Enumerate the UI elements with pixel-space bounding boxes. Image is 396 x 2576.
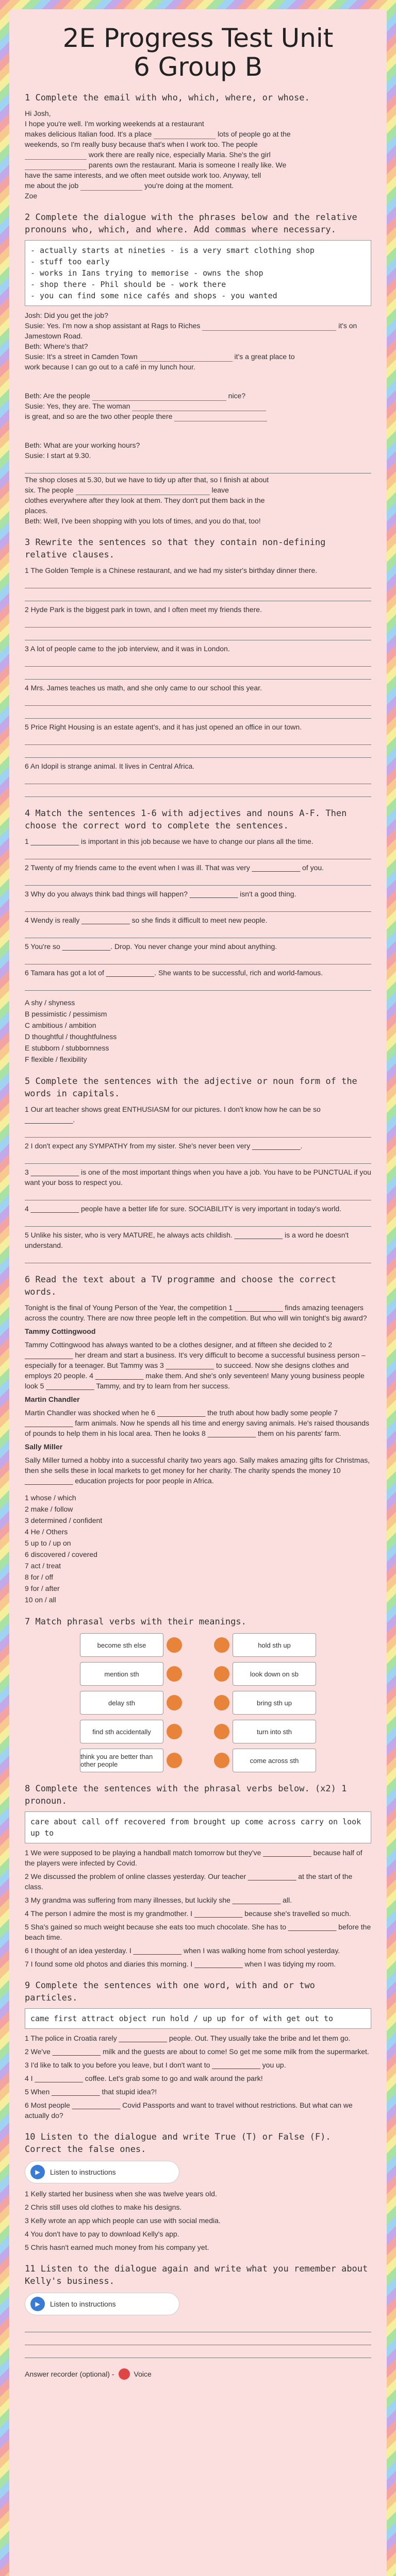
match-left[interactable]: become sth else <box>80 1633 163 1657</box>
answer-line[interactable] <box>25 629 371 640</box>
match-left[interactable]: mention sth <box>80 1662 163 1686</box>
answer-line[interactable] <box>25 2333 371 2345</box>
match-right[interactable]: look down on sb <box>233 1662 316 1686</box>
exercise-item: 3 ____________ is one of the most important things when you have a job. You have to be PUNCTUAL if you want your boss to respect you. <box>25 1168 371 1187</box>
section-6 <box>25 1274 371 1605</box>
email-line: work there are really nice, especially Maria. She's the girl <box>88 150 271 159</box>
section-2-instruction: 2 Complete the dialogue with the phrases below and the relative pronouns who, which, and where. Add commas where necessary. <box>25 212 357 235</box>
section-3 <box>25 536 371 797</box>
match-dot[interactable] <box>167 1724 182 1739</box>
exercise-item: 7 I found some old photos and diaries this morning. I ____________ when I was tidying my room. <box>25 1960 336 1968</box>
answer-line[interactable] <box>25 589 371 601</box>
word-option: C ambitious / ambition <box>25 1021 96 1029</box>
dialogue-line: clothes everywhere after they look at them. They don't put them back in the <box>25 496 265 504</box>
answer-gap[interactable] <box>92 392 226 401</box>
answer-line[interactable] <box>25 733 371 745</box>
answer-line[interactable] <box>25 707 371 719</box>
phrase: - stuff too early <box>30 257 110 266</box>
option-item[interactable]: 7 act / treat <box>25 1562 61 1570</box>
match-right[interactable]: bring sth up <box>233 1691 316 1715</box>
answer-line[interactable] <box>25 462 371 473</box>
match-right[interactable]: turn into sth <box>233 1720 316 1743</box>
recorder-voice-label: Voice <box>134 2370 152 2378</box>
exercise-item: 2 We discussed the problem of online classes yesterday. Our teacher ____________ at the start of the class. <box>25 1872 353 1891</box>
answer-line[interactable] <box>25 616 371 628</box>
email-line: Zoe <box>25 192 38 200</box>
exercise-item: 5 Price Right Housing is an estate agent's, and it has just opened an office in our town. <box>25 723 302 731</box>
dialogue-line: Beth: Well, I've been shopping with you lots of times, and you do that, too! <box>25 517 261 525</box>
answer-line[interactable] <box>25 1126 371 1138</box>
email-line: you're doing at the moment. <box>144 181 234 190</box>
answer-line[interactable] <box>25 655 371 667</box>
section-8 <box>25 1783 371 1969</box>
exercise-item: 4 Wendy is really ____________ so she finds it difficult to meet new people. <box>25 916 268 924</box>
word-box: care about call off recovered from brought up come across carry on look up to <box>25 1811 371 1843</box>
answer-gap[interactable] <box>202 322 336 331</box>
text-heading: Tammy Cottingwood <box>25 1327 96 1335</box>
dialogue-line: work because I can go out to a café in my lunch hour. <box>25 363 195 371</box>
option-item[interactable]: 6 discovered / covered <box>25 1550 97 1558</box>
exercise-item: 2 We've ____________ milk and the guests are about to come! So get me some milk from the supermarket. <box>25 2047 369 2056</box>
dialogue-line: Susie: Yes. I'm now a shop assistant at Rags to Riches <box>25 321 201 330</box>
dialogue-line: The shop closes at 5.30, but we have to tidy up after that, so I finish at about <box>25 476 269 484</box>
play-icon[interactable]: ▶ <box>30 2165 45 2179</box>
exercise-item: 3 A lot of people came to the job interview, and it was in London. <box>25 645 230 653</box>
answer-gap[interactable] <box>25 161 87 170</box>
section-5 <box>25 1075 371 1263</box>
dialogue-line: Susie: I start at 9.30. <box>25 451 91 460</box>
exercise-item: 2 Twenty of my friends came to the event when I was ill. That was very ____________ of you. <box>25 863 324 872</box>
word-list <box>25 997 371 1065</box>
email-line: me about the job <box>25 181 79 190</box>
option-item[interactable]: 3 determined / confident <box>25 1516 103 1524</box>
phrase-box <box>25 240 371 306</box>
exercise-item: 6 An Idopil is strange animal. It lives in Central Africa. <box>25 762 195 770</box>
word-option: F flexible / flexibility <box>25 1055 87 1063</box>
answer-gap[interactable] <box>80 182 142 191</box>
section-9 <box>25 1979 371 2121</box>
match-dot[interactable] <box>214 1695 229 1710</box>
section-9-instruction: 9 Complete the sentences with one word, with and or two particles. <box>25 1980 315 2003</box>
dialogue-line: Beth: Where's that? <box>25 342 88 350</box>
answer-line[interactable] <box>25 1215 371 1227</box>
word-option: B pessimistic / pessimism <box>25 1010 107 1018</box>
match-right[interactable]: come across sth <box>233 1749 316 1772</box>
section-11 <box>25 2263 371 2380</box>
answer-gap[interactable] <box>76 486 210 495</box>
match-row <box>25 1662 371 1686</box>
dialogue-line: Josh: Did you get the job? <box>25 311 108 319</box>
exercise-item: 1 The police in Croatia rarely ____________ people. Out. They usually take the bribe and let them go. <box>25 2034 351 2042</box>
dialogue-line: leave <box>211 486 229 494</box>
exercise-item: 6 I thought of an idea yesterday. I ____________ when I was walking home from school yesterday. <box>25 1946 340 1955</box>
section-8-instruction: 8 Complete the sentences with the phrasal verbs below. (x2) 1 pronoun. <box>25 1784 347 1806</box>
audio-player[interactable] <box>25 2161 179 2183</box>
exercise-item: 4 I ____________ coffee. Let's grab some to go and walk around the park! <box>25 2074 263 2082</box>
answer-line[interactable] <box>25 2320 371 2332</box>
audio-label: Listen to instructions <box>50 2300 116 2308</box>
exercise-item: 3 Why do you always think bad things will happen? ____________ isn't a good thing. <box>25 890 296 898</box>
worksheet <box>9 9 387 2576</box>
section-6-instruction: 6 Read the text about a TV programme and choose the correct words. <box>25 1275 336 1297</box>
word-box: came first attract object run hold / up up for of with get out to <box>25 2008 371 2029</box>
match-dot[interactable] <box>167 1637 182 1653</box>
match-left[interactable]: delay sth <box>80 1691 163 1715</box>
answer-line[interactable] <box>25 2346 371 2358</box>
answer-line[interactable] <box>25 785 371 797</box>
match-left[interactable]: find sth accidentally <box>80 1720 163 1743</box>
option-item[interactable]: 2 make / follow <box>25 1505 73 1513</box>
exercise-item: 6 Most people ____________ Covid Passports and want to travel without restrictions. But what can we actually do? <box>25 2101 353 2120</box>
email-line: weekends, so I'm really busy because that's when I work too. The people <box>25 140 258 148</box>
match-dot[interactable] <box>214 1637 229 1653</box>
exercise-item: 1 Kelly started her business when she was twelve years old. <box>25 2190 217 2198</box>
exercise-item: 6 Tamara has got a lot of ____________. She wants to be successful, rich and world-famous. <box>25 969 323 977</box>
email-line: makes delicious Italian food. It's a place <box>25 130 152 138</box>
answer-line[interactable] <box>25 953 371 964</box>
exercise-item: 1 The Golden Temple is a Chinese restaurant, and we had my sister's birthday dinner there. <box>25 566 318 574</box>
exercise-item: 3 My grandma was suffering from many illnesses, but luckily she ____________ all. <box>25 1896 292 1904</box>
exercise-item: 4 ____________ people have a better life for sure. SOCIABILITY is very important in today's world. <box>25 1205 342 1213</box>
answer-line[interactable] <box>25 979 371 991</box>
exercise-item: 4 You don't have to pay to download Kelly's app. <box>25 2230 179 2238</box>
play-icon[interactable]: ▶ <box>30 2297 45 2311</box>
match-row <box>25 1720 371 1743</box>
dialogue-line: Susie: It's a street in Camden Town <box>25 352 138 361</box>
option-item[interactable]: 5 up to / up on <box>25 1539 71 1547</box>
answer-line[interactable] <box>25 694 371 706</box>
section-11-instruction: 11 Listen to the dialogue again and write what you remember about Kelly's business. <box>25 2264 368 2286</box>
answer-line[interactable] <box>25 1251 371 1263</box>
option-item[interactable]: 10 on / all <box>25 1596 56 1604</box>
exercise-item: 1 ____________ is important in this job because we have to change our plans all the time. <box>25 837 314 845</box>
exercise-item: 5 Sha's gained so much weight because she eats too much chocolate. She has to ____________ before the beach time. <box>25 1923 371 1941</box>
text-heading: Martin Chandler <box>25 1395 80 1403</box>
match-dot[interactable] <box>167 1753 182 1768</box>
text-paragraph: Tammy Cottingwood has always wanted to be a clothes designer, and at fifteen she decided to 2 ____________ her dream and start a business. It's very difficult to become a successful business person – especially for a teenager. But Tammy was 3 ____________ to succeed. Now she designs clothes and employs 20 people. 4 ____________ make them. And she's only seventeen! Many young business people look 5 ____________ Tammy, and try to learn from her success. <box>25 1341 366 1390</box>
match-row <box>25 1633 371 1657</box>
match-dot[interactable] <box>214 1753 229 1768</box>
option-item[interactable]: 9 for / after <box>25 1584 60 1592</box>
dialogue-line: it's on <box>338 321 357 330</box>
answer-gap[interactable] <box>25 151 87 160</box>
section-1-instruction: 1 Complete the email with who, which, where, or whose. <box>25 93 310 103</box>
section-1 <box>25 92 371 201</box>
match-dot[interactable] <box>167 1666 182 1682</box>
section-5-instruction: 5 Complete the sentences with the adjective or noun form of the words in capitals. <box>25 1076 357 1099</box>
recorder-label: Answer recorder (optional) - <box>25 2370 114 2378</box>
word-option: A shy / shyness <box>25 998 75 1007</box>
match-dot[interactable] <box>214 1666 229 1682</box>
section-10-instruction: 10 Listen to the dialogue and write True (T) or False (F). Correct the false ones. <box>25 2132 331 2155</box>
email-line: lots of people go at the <box>218 130 291 138</box>
answer-line[interactable] <box>25 746 371 758</box>
section-10 <box>25 2131 371 2252</box>
exercise-item: 4 Mrs. James teaches us math, and she only came to our school this year. <box>25 684 262 692</box>
section-4 <box>25 807 371 1065</box>
email-line: Hi Josh, <box>25 109 51 117</box>
answer-gap[interactable] <box>154 130 216 139</box>
text-heading: Sally Miller <box>25 1443 63 1451</box>
dialogue-line: Jamestown Road. <box>25 332 83 340</box>
answer-line[interactable] <box>25 848 371 859</box>
match-row <box>25 1749 371 1772</box>
answer-line[interactable] <box>25 900 371 912</box>
exercise-item: 3 I'd like to talk to you before you leave, but I don't want to ____________ you up. <box>25 2061 286 2069</box>
match-left[interactable]: think you are better than other people <box>80 1749 163 1772</box>
dialogue-line: Susie: Yes, they are. The woman <box>25 402 130 410</box>
dialogue-line: it's a great place to <box>234 352 295 361</box>
phrase: - shop there - Phil should be - work there <box>30 280 226 289</box>
dialogue-line: Beth: What are your working hours? <box>25 441 140 449</box>
audio-player[interactable] <box>25 2293 179 2315</box>
record-icon[interactable] <box>119 2368 130 2380</box>
answer-gap[interactable] <box>174 413 267 421</box>
dialogue-line: nice? <box>228 392 246 400</box>
dialogue-line: places. <box>25 506 48 515</box>
match-dot[interactable] <box>167 1695 182 1710</box>
match-right[interactable]: hold sth up <box>233 1633 316 1657</box>
answer-line[interactable] <box>25 874 371 886</box>
answer-line[interactable] <box>25 1152 371 1164</box>
exercise-item: 2 Chris still uses old clothes to make his designs. <box>25 2203 182 2211</box>
text-paragraph: Sally Miller turned a hobby into a successful charity two years ago. Sally makes amazing gifts for Christmas, then she sells these in local markets to get money for her charity. The charity spends the money 10 ____________ education projects for poor people in Africa. <box>25 1456 370 1485</box>
answer-gap[interactable] <box>140 353 233 362</box>
exercise-item: 1 We were supposed to be playing a handball match tomorrow but they've ____________ because half of the players were infected by Covid. <box>25 1849 362 1867</box>
email-line: I hope you're well. I'm working weekends at a restaurant <box>25 120 204 128</box>
answer-line[interactable] <box>25 577 371 588</box>
word-option: E stubborn / stubbornness <box>25 1044 109 1052</box>
answer-line[interactable] <box>25 668 371 680</box>
title-line-2: 6 Group B <box>133 52 263 82</box>
dialogue-line: Beth: Are the people <box>25 392 90 400</box>
text-paragraph: Martin Chandler was shocked when he 6 ____________ the truth about how badly some people 7 ____________ farm animals. Now he spends all his time and energy saving animals. He's raised thousands of pounds to help them in his local area. Then he looks 8 ____________ them on his parents' farm. <box>25 1409 370 1437</box>
match-dot[interactable] <box>214 1724 229 1739</box>
option-item[interactable]: 4 He / Others <box>25 1528 68 1536</box>
phrase: - you can find some nice cafés and shops - you wanted <box>30 291 277 300</box>
exercise-item: 2 Hyde Park is the biggest park in town, and I often meet my friends there. <box>25 605 262 614</box>
exercise-item: 2 I don't expect any SYMPATHY from my sister. She's never been very ____________. <box>25 1142 303 1150</box>
exercise-item: 1 Our art teacher shows great ENTHUSIASM for our pictures. I don't know how he can be so ____________. <box>25 1105 321 1124</box>
exercise-item: 3 Kelly wrote an app which people can use with social media. <box>25 2216 221 2225</box>
dialogue-line: is great, and so are the two other people there <box>25 412 173 420</box>
exercise-item: 4 The person I admire the most is my grandmother. I ____________ because she's travelled so much. <box>25 1909 351 1918</box>
answer-gap[interactable] <box>132 402 266 411</box>
exercise-item: 5 Unlike his sister, who is very MATURE, he always acts childish. ____________ is a word he doesn't understand. <box>25 1231 349 1249</box>
answer-line[interactable] <box>25 1189 371 1200</box>
section-3-instruction: 3 Rewrite the sentences so that they contain non-defining relative clauses. <box>25 537 326 560</box>
phrase: - works in Ians trying to memorise - owns the shop <box>30 268 263 278</box>
answer-line[interactable] <box>25 772 371 784</box>
page-title <box>25 24 371 81</box>
answer-line[interactable] <box>25 926 371 938</box>
exercise-item: 5 Chris hasn't earned much money from his company yet. <box>25 2243 209 2251</box>
option-item[interactable]: 1 whose / which <box>25 1494 76 1502</box>
word-option: D thoughtful / thoughtfulness <box>25 1032 117 1041</box>
email-line: have the same interests, and we often meet outside work too. Anyway, tell <box>25 171 261 179</box>
audio-label: Listen to instructions <box>50 2168 116 2176</box>
match-row <box>25 1691 371 1715</box>
option-item[interactable]: 8 for / off <box>25 1573 53 1581</box>
exercise-item: 5 When ____________ that stupid idea?! <box>25 2088 157 2096</box>
section-4-instruction: 4 Match the sentences 1-6 with adjectives and nouns A-F. Then choose the correct word to complete the sentences. <box>25 808 347 831</box>
section-7-instruction: 7 Match phrasal verbs with their meanings. <box>25 1617 246 1627</box>
option-list <box>25 1492 371 1605</box>
phrase: - actually starts at nineties - is a very smart clothing shop <box>30 246 315 255</box>
section-2 <box>25 211 371 526</box>
title-line-1: 2E Progress Test Unit <box>62 23 334 53</box>
section-7 <box>25 1616 371 1772</box>
answer-recorder <box>25 2368 371 2380</box>
email-line: parents own the restaurant. Maria is someone I really like. We <box>88 161 287 169</box>
exercise-item: 5 You're so ____________. Drop. You never change your mind about anything. <box>25 942 277 951</box>
text-paragraph: Tonight is the final of Young Person of the Year, the competition 1 ____________ finds amazing teenagers across the country. There are now three people left in the competition. But who will win tonight's big award? <box>25 1303 367 1322</box>
dialogue-line: six. The people <box>25 486 74 494</box>
